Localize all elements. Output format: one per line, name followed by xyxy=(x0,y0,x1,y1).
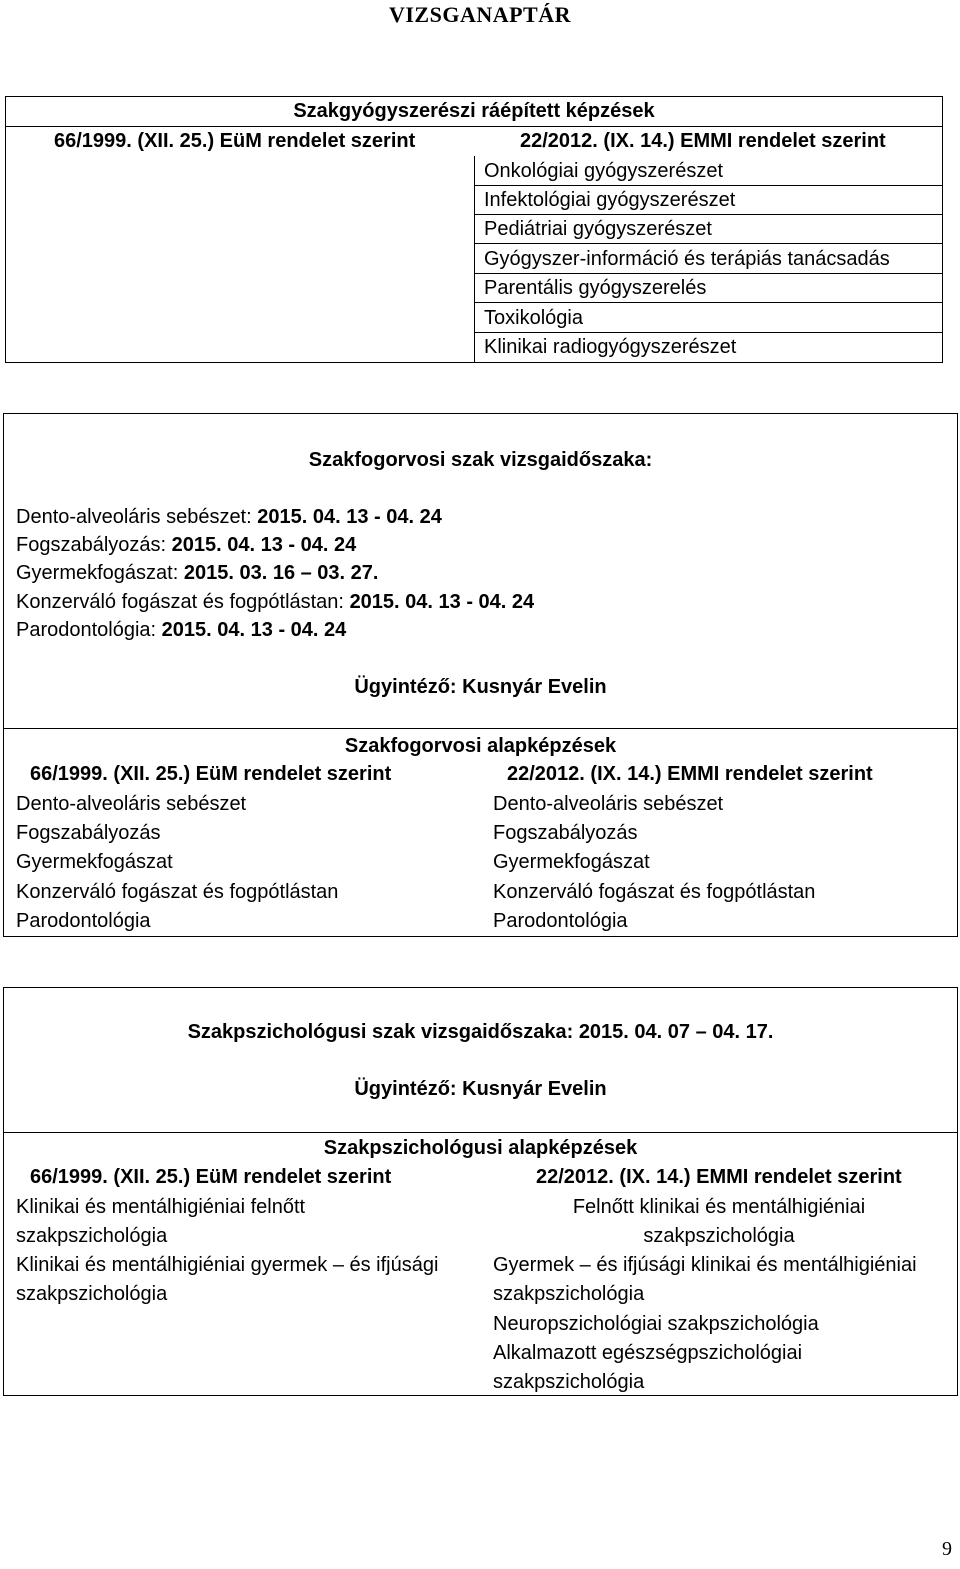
exam-period-dates: 2015. 04. 13 - 04. 24 xyxy=(349,591,535,613)
list-item: Onkológiai gyógyszerészet xyxy=(484,160,724,182)
regulation-header-left: 66/1999. (XII. 25.) EüM rendelet szerint xyxy=(30,763,392,785)
list-item: Klinikai radiogyógyszerészet xyxy=(484,336,737,358)
section3-divider xyxy=(3,1132,958,1133)
regulation-header-right: 22/2012. (IX. 14.) EMMI rendelet szerint xyxy=(520,130,886,152)
exam-period-dates: 2015. 03. 16 – 03. 27. xyxy=(183,562,379,584)
list-item-line: szakpszichológia xyxy=(493,1371,645,1393)
list-item-line: Klinikai és mentálhigiéniai gyermek – és ifjúsági xyxy=(16,1254,439,1276)
exam-period-label: Dento-alveoláris sebészet: xyxy=(16,506,252,528)
regulation-header-left: 66/1999. (XII. 25.) EüM rendelet szerint xyxy=(54,130,416,152)
exam-period-label: Gyermekfogászat: xyxy=(16,562,179,584)
exam-period xyxy=(16,559,378,587)
section-title: Szakfogorvosi szak vizsgaidőszaka: xyxy=(308,449,653,471)
exam-period-dates: 2015. 04. 13 - 04. 24 xyxy=(161,619,347,641)
list-item: Dento-alveoláris sebészet xyxy=(493,793,724,815)
list-item-line: szakpszichológia xyxy=(16,1225,168,1247)
exam-period-dates: 2015. 04. 13 - 04. 24 xyxy=(257,506,442,528)
list-item: Parodontológia xyxy=(16,910,151,932)
list-item: Konzerváló fogászat és fogpótlástan xyxy=(493,881,816,903)
list-item: Gyógyszer-információ és terápiás tanácsadás xyxy=(484,248,890,270)
list-item-line: Klinikai és mentálhigiéniai felnőtt xyxy=(16,1196,306,1218)
exam-period xyxy=(16,531,356,559)
section-title: Szakpszichológusi szak vizsgaidőszaka: 2015. 04. 07 – 04. 17. xyxy=(187,1021,774,1043)
administrator: Ügyintéző: Kusnyár Evelin xyxy=(354,676,607,698)
regulation-header-right: 22/2012. (IX. 14.) EMMI rendelet szerint xyxy=(507,763,873,785)
list-item-line: Felnőtt klinikai és mentálhigiéniai xyxy=(572,1196,866,1218)
list-item-line: Alkalmazott egészségpszichológiai xyxy=(493,1342,803,1364)
list-item: Parodontológia xyxy=(493,910,628,932)
exam-period-dates: 2015. 04. 13 - 04. 24 xyxy=(171,534,357,556)
list-item: Parentális gyógyszerelés xyxy=(484,277,707,299)
section1-row-line xyxy=(474,302,943,303)
list-item: Dento-alveoláris sebészet xyxy=(16,793,247,815)
list-item: Fogszabályozás xyxy=(493,822,638,844)
exam-period xyxy=(16,503,442,531)
list-item: Infektológiai gyógyszerészet xyxy=(484,189,736,211)
page-number: 9 xyxy=(942,1538,952,1560)
sub-title: Szakfogorvosi alapképzések xyxy=(344,735,617,757)
list-item: Gyermekfogászat xyxy=(16,851,173,873)
list-item: Toxikológia xyxy=(484,307,583,329)
list-item: Pediátriai gyógyszerészet xyxy=(484,218,712,240)
list-item-line: szakpszichológia xyxy=(643,1225,795,1247)
list-item-line: Gyermek – és ifjúsági klinikai és mentálhigiéniai xyxy=(493,1254,917,1276)
exam-period xyxy=(16,588,534,616)
exam-period-label: Fogszabályozás: xyxy=(16,534,167,556)
list-item-line: szakpszichológia xyxy=(493,1283,645,1305)
list-item: Konzerváló fogászat és fogpótlástan xyxy=(16,881,339,903)
section-title: Szakgyógyszerészi ráépített képzések xyxy=(293,100,655,122)
page-title: VIZSGANAPTÁR xyxy=(388,2,572,27)
exam-period-label: Parodontológia: xyxy=(16,619,157,641)
regulation-header-left: 66/1999. (XII. 25.) EüM rendelet szerint xyxy=(30,1166,392,1188)
list-item: Fogszabályozás xyxy=(16,822,161,844)
section1-row-line xyxy=(474,243,943,244)
section2-divider xyxy=(3,728,958,729)
administrator: Ügyintéző: Kusnyár Evelin xyxy=(354,1078,607,1100)
sub-title: Szakpszichológusi alapképzések xyxy=(323,1137,638,1159)
list-item-line: szakpszichológia xyxy=(16,1283,168,1305)
regulation-header-right: 22/2012. (IX. 14.) EMMI rendelet szerint xyxy=(536,1166,902,1188)
list-item: Gyermekfogászat xyxy=(493,851,650,873)
exam-period xyxy=(16,616,346,644)
exam-period-label: Konzerváló fogászat és fogpótlástan: xyxy=(16,591,344,613)
list-item-line: Neuropszichológiai szakpszichológia xyxy=(493,1313,819,1335)
